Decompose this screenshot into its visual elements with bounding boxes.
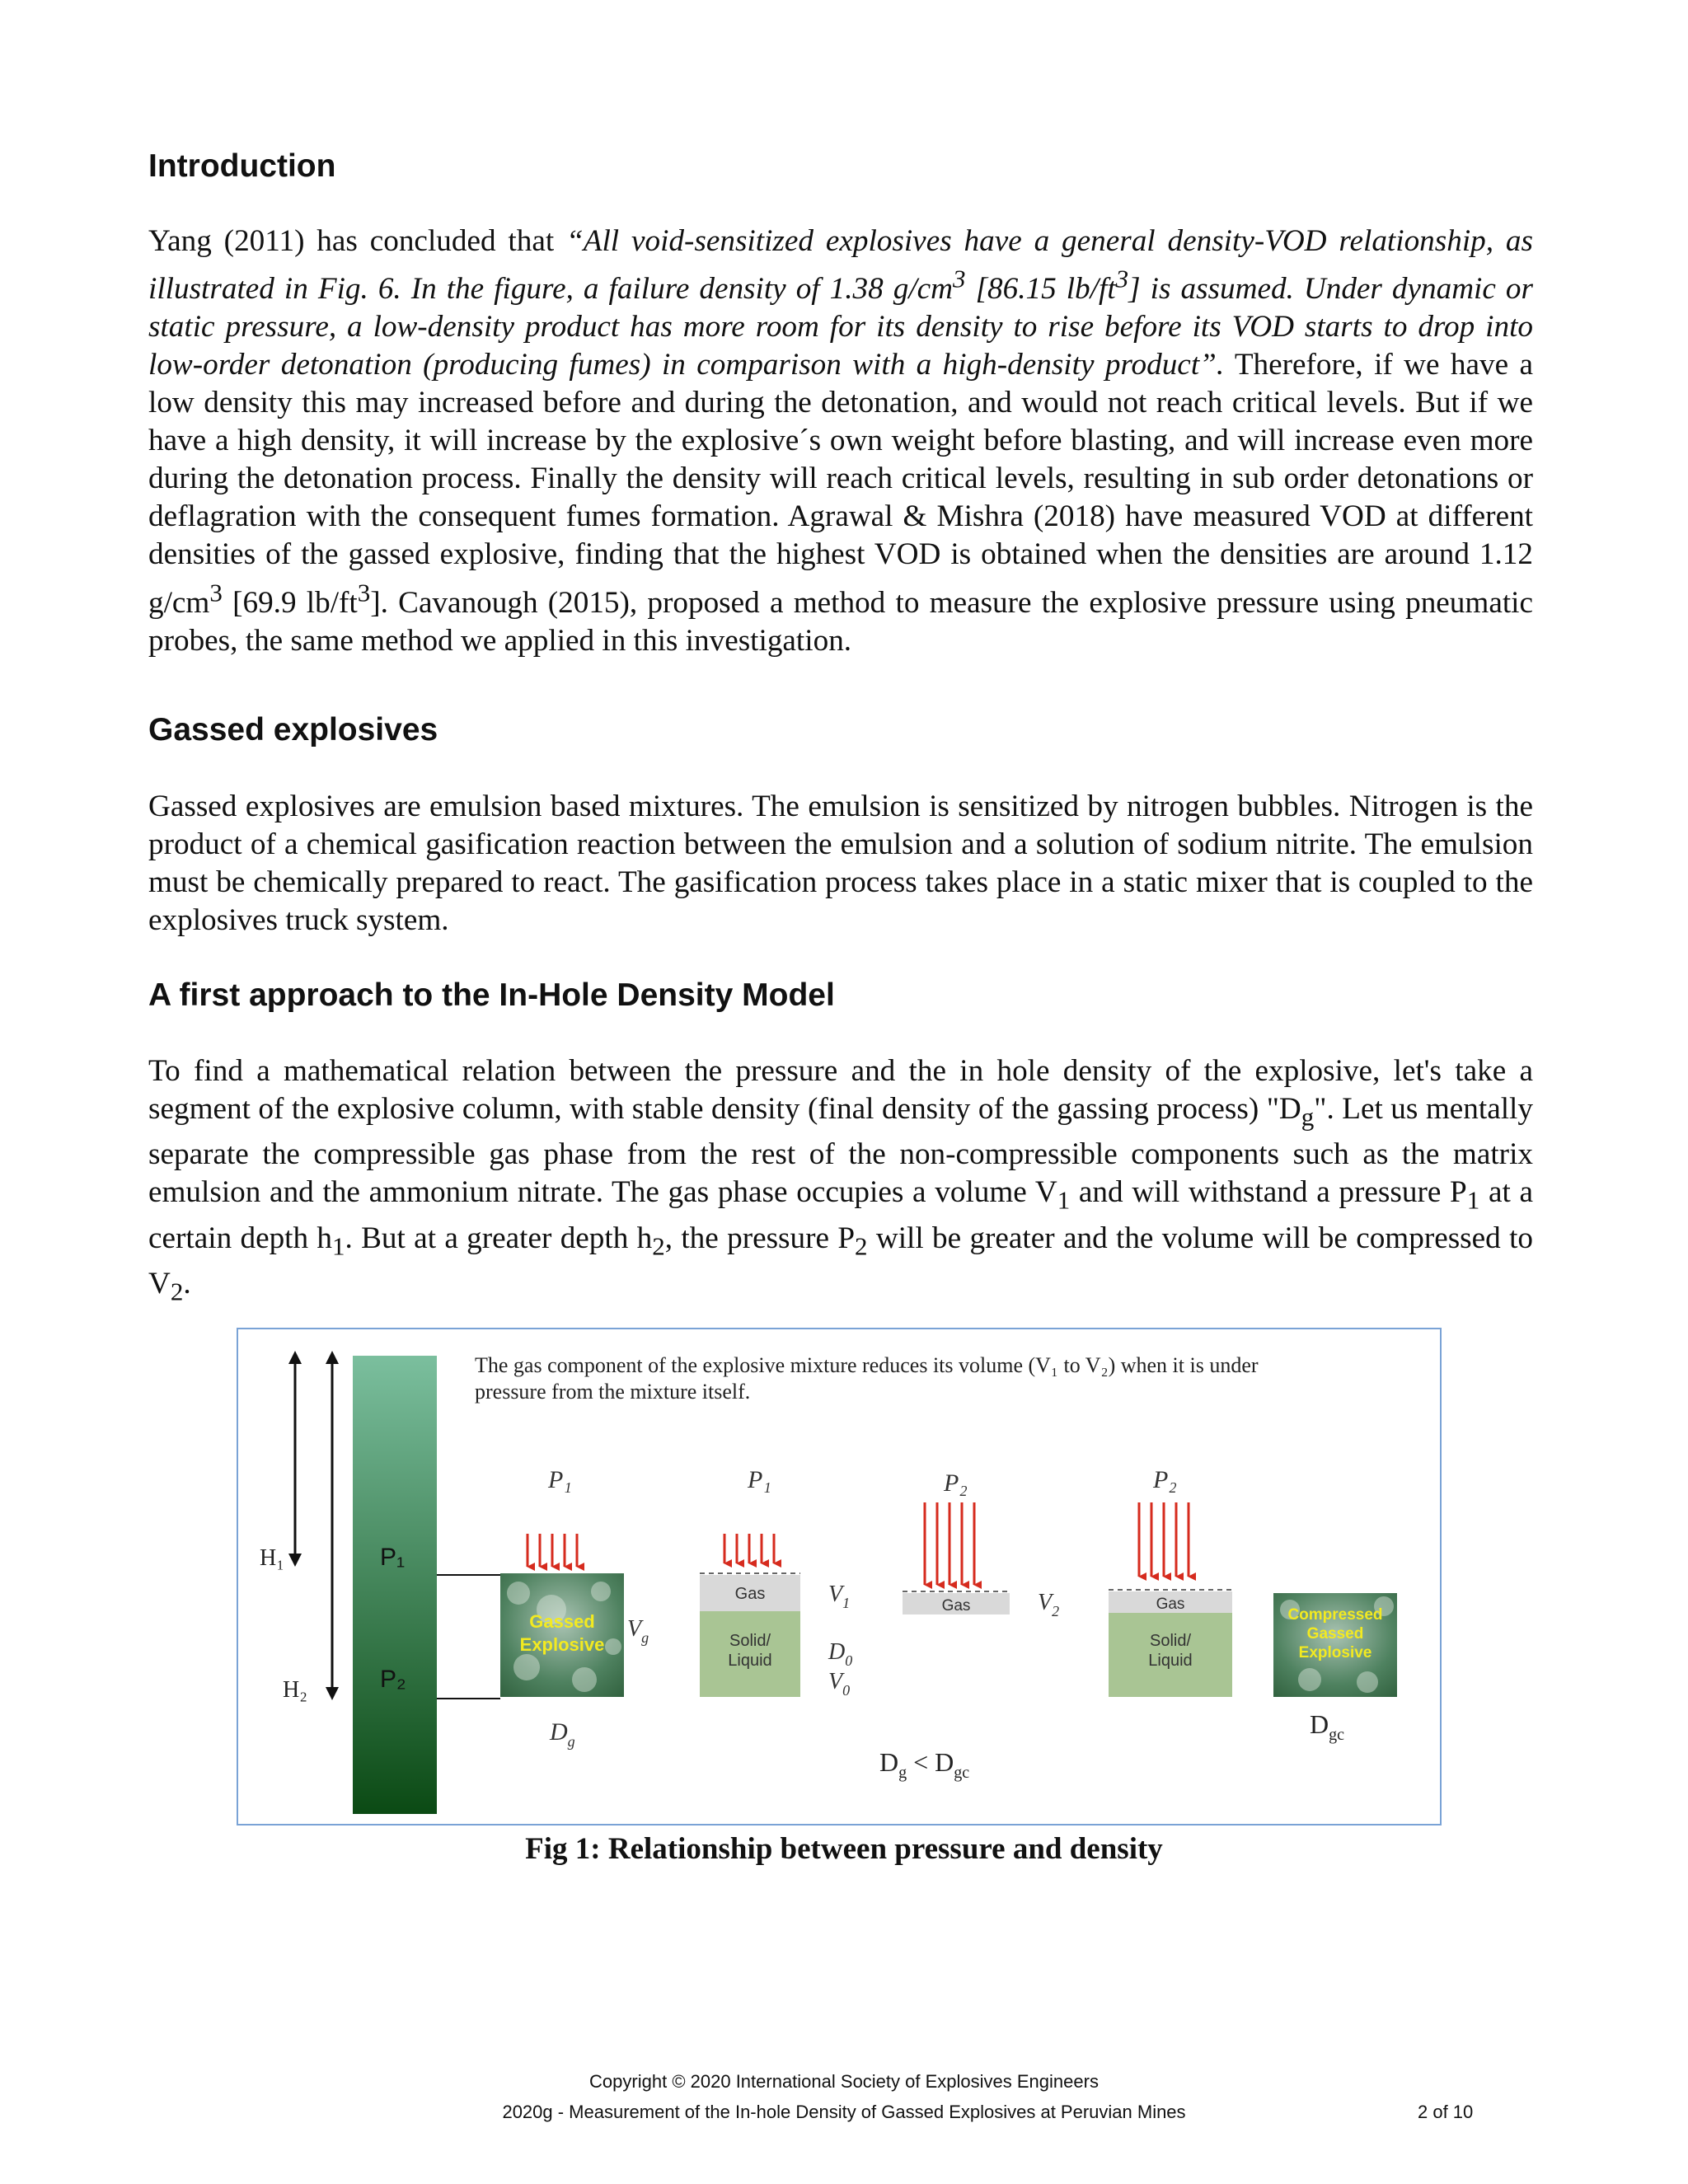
- depth-arrow-h1: [288, 1351, 302, 1567]
- label-v2: $V_2$: [1038, 1590, 1060, 1619]
- solid-label-b-line2: Liquid: [1148, 1652, 1193, 1670]
- density-comparison: $D_g < D_{gc}$: [879, 1747, 970, 1782]
- gassed-label-line1: Gassed: [529, 1611, 595, 1632]
- footer-page-number: 2 of 10: [1418, 2102, 1474, 2122]
- column-label-p1: P₁: [380, 1544, 406, 1571]
- intro-body: Therefore, if we have a low density this may increased before and during the detonation, and would not reach critical levels. But if we have a high density, it will increase by the explosive´s own weight before blasting, and will increase even more during the detonation process. Finally the density will reach critical levels, resulting in sub order detonations or deflagration with the consequent fumes formation. Agrawal & Mishra (2018) have measured VOD at different densities of the gassed explosive, finding that the highest VOD is obtained when the densities are around 1.12 $g/cm^3$ [69.9 $lb/ft^3$]. Cavanough (2015), proposed a method to measure the explosive pressure using pneumatic probes, the same method we applied in this investigation.: [148, 348, 1533, 658]
- label-d0: $D_0$: [828, 1639, 853, 1669]
- label-dgc: $D_{gc}$: [1310, 1709, 1344, 1744]
- depth-arrow-h2: [326, 1351, 339, 1700]
- gas-label-c: Gas: [1156, 1596, 1185, 1613]
- gas-label-a: Gas: [734, 1585, 766, 1603]
- label-v1: $V_1$: [828, 1582, 851, 1611]
- pressure-label-p2-a: P₂: [944, 1469, 968, 1497]
- paragraph-introduction: [148, 223, 1533, 660]
- label-h2: H₂: [283, 1677, 307, 1703]
- label-vg: $V_g$: [627, 1616, 649, 1646]
- figure-caption: Fig 1: Relationship between pressure and density: [525, 1832, 1163, 1866]
- intro-quote: “All void-sensitized explosives have a general density-VOD relationship, as illustrated in Fig. 6. In the figure, a failure density of 1.38 $g/cm^3$ [86.15 $lb/ft^3$] is assumed. Under dynamic or static pressure, a low-density product has more room for its density to rise before its VOD starts to drop into low-order detonation (producing fumes) in comparison with a high-density product”.: [148, 224, 1533, 382]
- label-dg: $D_g$: [550, 1718, 575, 1750]
- pressure-arrows-p1-b: [724, 1534, 774, 1563]
- footer-copyright: Copyright © 2020 International Society of Explosives Engineers: [589, 2071, 1099, 2092]
- pressure-label-p2-b: P₂: [1153, 1466, 1177, 1493]
- footer-paper-title: 2020g - Measurement of the In-hole Density of Gassed Explosives at Peruvian Mines: [502, 2102, 1186, 2122]
- label-v0: $V_0$: [828, 1669, 851, 1699]
- pressure-arrows-p2-a: [925, 1502, 974, 1585]
- label-h1: H₁: [260, 1545, 284, 1571]
- heading-in-hole-density-model: A first approach to the In-Hole Density Model: [148, 977, 835, 1013]
- compressed-label-line3: Explosive: [1298, 1644, 1372, 1661]
- gas-label-b: Gas: [941, 1597, 971, 1615]
- pressure-label-p1-b: P₁: [748, 1466, 771, 1493]
- solid-label-a-line1: Solid/: [729, 1632, 771, 1650]
- explosive-column: [353, 1356, 437, 1814]
- solid-label-b-line1: Solid/: [1149, 1632, 1192, 1650]
- intro-text-prefix: Yang (2011) has concluded that: [148, 224, 567, 258]
- figure-pressure-density: [237, 1328, 1442, 1825]
- column-label-p2: P₂: [380, 1666, 406, 1693]
- figure-note-line1: The gas component of the explosive mixture reduces its volume (V₁ to V₂) when it is under: [475, 1353, 1259, 1377]
- paragraph-gassed-explosives: Gassed explosives are emulsion based mixtures. The emulsion is sensitized by nitrogen bubbles. Nitrogen is the product of a chemical gasification reaction between the emulsion and a solution of sodium nitrite. The emulsion must be chemically prepared to react. The gasification process takes place in a static mixer that is coupled to the explosives truck system.: [148, 790, 1533, 937]
- solid-label-a-line2: Liquid: [728, 1652, 772, 1670]
- compressed-label-line1: Compressed: [1287, 1606, 1383, 1624]
- pressure-arrows-p1-a: [528, 1534, 577, 1567]
- figure-note-line2: pressure from the mixture itself.: [475, 1380, 751, 1404]
- pressure-label-p1-a: P₁: [548, 1466, 572, 1493]
- heading-introduction: Introduction: [148, 148, 336, 184]
- gassed-label-line2: Explosive: [519, 1634, 605, 1655]
- heading-gassed-explosives: Gassed explosives: [148, 712, 438, 748]
- pressure-arrows-p2-b: [1139, 1502, 1189, 1577]
- compressed-label-line2: Gassed: [1306, 1625, 1364, 1643]
- paragraph-in-hole-density-model: To find a mathematical relation between the pressure and the in hole density of the explosive, let's take a segment of the explosive column, with stable density (final density of the gassing process) "$D_g$". Let us mentally separate the compressible gas phase from the rest of the non-compressible components such as the matrix emulsion and the ammonium nitrate. The gas phase occupies a volume $V_1$ and will withstand a pressure $P_1$ at a certain depth $h_1$. But at a greater depth $h_2$, the pressure $P_2$ will be greater and the volume will be compressed to $V_2$.: [148, 1054, 1534, 1306]
